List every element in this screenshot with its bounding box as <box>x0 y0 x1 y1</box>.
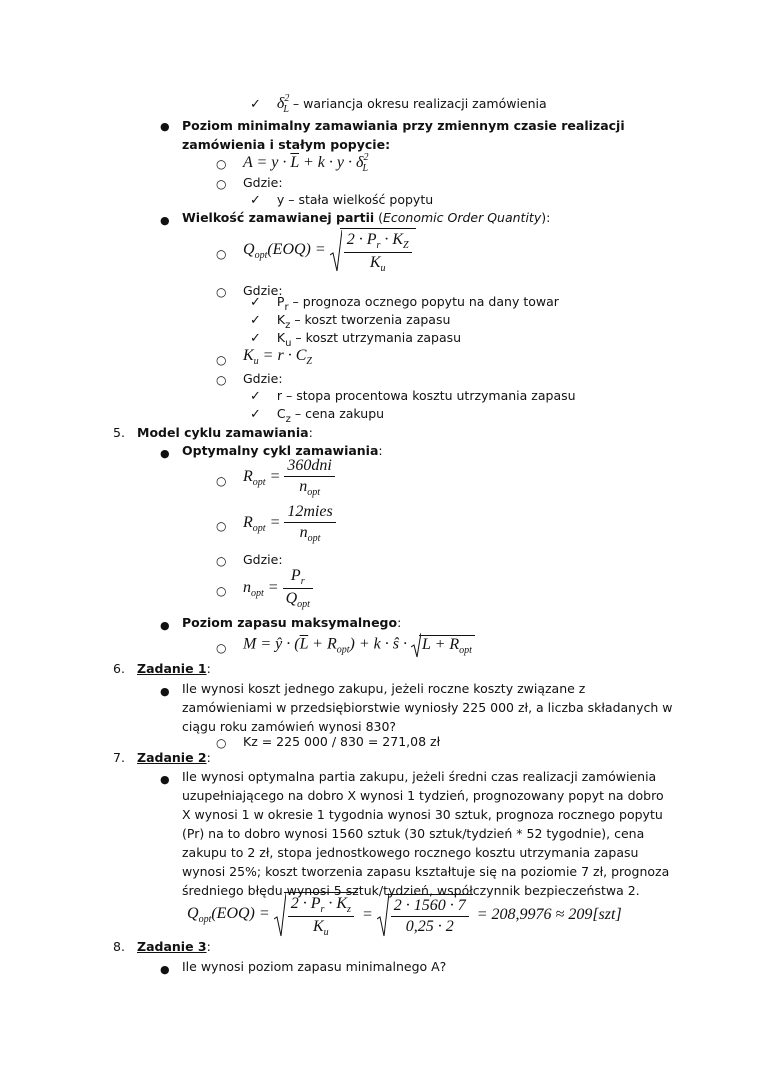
section-6-title: Zadanie 1: <box>137 661 211 676</box>
where-label: Gdzie: <box>243 552 283 567</box>
cz-symbol: $C_z$ <box>276 406 291 425</box>
circle-bullet-icon: ○ <box>216 177 227 191</box>
cz-item <box>250 406 384 425</box>
circle-bullet-icon: ○ <box>216 641 227 655</box>
kz-item <box>250 312 450 331</box>
delta-symbol: $\delta^2_L$ <box>276 93 290 115</box>
r-item <box>250 388 576 404</box>
bullet-icon: ● <box>160 963 170 976</box>
task-2-question: Ile wynosi optymalna partia zakupu, jeżeli średni czas realizacji zamówienia uzupełniającego na dobro X wynosi 1 tydzień, prognozowany popyt na dobro X wynosi 1 w okresie 1 tygodnia wynosi 30 sztuk, prognoza rocznego popytu (Pr) na to dobro wynosi 1560 sztuk (30 sztuk/tydzień * 52 tygodnie), cena zakupu to 2 zł, stopa jednostkowego rocznego kosztu utrzymania zapasu wynosi 25%; koszt tworzenia zapasu kształtuje się na poziomie 7 zł, prognoza średniego błędu wynosi 5 sztuk/tydzień, współczynnik bezpieczeństwa 2. <box>182 769 670 898</box>
circle-bullet-icon: ○ <box>216 157 227 171</box>
bullet-icon: ● <box>160 214 170 227</box>
variance-definition: – wariancja okresu realizacji zamówienia <box>292 96 547 111</box>
max-level-title: Poziom zapasu maksymalnego: <box>182 615 402 630</box>
y-definition: y – stała wielkość popytu <box>276 192 434 207</box>
section-8-title: Zadanie 3: <box>137 939 211 954</box>
task-1-question: Ile wynosi koszt jednego zakupu, jeżeli roczne koszty związane z zamówieniami w przedsiębiorstwie wyniosły 225 000 zł, a liczba składanych w ciągu roku zamówień wynosi 830? <box>182 681 673 734</box>
circle-bullet-icon: ○ <box>216 519 227 533</box>
circle-bullet-icon: ○ <box>216 373 227 387</box>
formula-min-level: $A = y \cdot \overline{L} + k \cdot y \cdot \delta^2_L$ <box>243 152 369 174</box>
circle-bullet-icon: ○ <box>216 554 227 568</box>
formula-r-opt-months: $R_{opt}$ = $\frac{\text{12mies}}{n_{opt}}$ <box>243 503 336 544</box>
calc-denominator: 0,25 · 2 <box>405 918 454 935</box>
r-definition: r – stopa procentowa kosztu utrzymania zapasu <box>276 388 576 403</box>
y-item <box>250 192 433 208</box>
where-label: Gdzie: <box>243 175 283 190</box>
min-level-title: Poziom minimalny zamawiania przy zmiennym czasie realizacji zamówienia i stałym popycie: <box>182 118 625 152</box>
circle-bullet-icon: ○ <box>216 736 227 750</box>
formula-max-level: M = ŷ · $(\overline{L} + R_{opt}) + k$ · ŝ · $\overline{L} + R_{opt}$ <box>243 632 475 658</box>
bullet-icon: ● <box>160 447 170 460</box>
kz-symbol: $K_z$ <box>276 312 291 331</box>
check-icon: ✓ <box>250 331 261 346</box>
bullet-icon: ● <box>160 619 170 632</box>
variance-item <box>250 93 547 115</box>
task-3-question: Ile wynosi poziom zapasu minimalnego A? <box>182 959 447 974</box>
check-icon: ✓ <box>250 295 261 310</box>
check-icon: ✓ <box>250 313 261 328</box>
where-label: Gdzie: <box>243 371 283 386</box>
circle-bullet-icon: ○ <box>216 285 227 299</box>
check-icon: ✓ <box>250 97 261 112</box>
kz-definition: – koszt tworzenia zapasu <box>294 312 451 327</box>
section-7-title: Zadanie 2: <box>137 750 211 765</box>
check-icon: ✓ <box>250 407 261 422</box>
calc-numerator: 2 · 1560 · 7 <box>391 897 469 917</box>
formula-eoq: $Q_{opt}(EOQ)$ = $\frac{2 \cdot P_r \cdot K_Z}{K_u}$ <box>243 228 416 274</box>
bullet-icon: ● <box>160 120 170 133</box>
num-days: 360dni <box>284 457 334 477</box>
task-2-calculation: $Q_{opt}(EOQ)$ = $\frac{2 \cdot P_r \cdot K_z}{K_u}$ = $\frac{2 \cdot 1560 \cdot 7}{0,25 \cdot 2}$ = 208,9976 ≈ 209[szt] <box>187 892 622 938</box>
calc-result: = 208,9976 ≈ 209[szt] <box>476 906 622 923</box>
bullet-icon: ● <box>160 685 170 698</box>
formula-ku: $K_u = r \cdot C_Z$ <box>243 347 312 367</box>
check-icon: ✓ <box>250 193 261 208</box>
section-6-number: 6. <box>113 661 125 676</box>
num-months: 12mies <box>284 503 335 523</box>
formula-n-opt: $n_{opt}$ = $\frac{P_r}{Q_{opt}}$ <box>243 567 313 610</box>
ku-definition: – koszt utrzymania zapasu <box>295 330 462 345</box>
circle-bullet-icon: ○ <box>216 247 227 261</box>
pr-symbol: $P_r$ <box>276 294 289 313</box>
section-7-number: 7. <box>113 750 125 765</box>
task-1-answer: Kz = 225 000 / 830 = 271,08 zł <box>243 734 441 749</box>
opt-cycle-title: Optymalny cykl zamawiania: <box>182 443 383 458</box>
formula-r-opt-days: $R_{opt}$ = $\frac{\text{360dni}}{n_{opt}}$ <box>243 457 335 498</box>
circle-bullet-icon: ○ <box>216 474 227 488</box>
circle-bullet-icon: ○ <box>216 584 227 598</box>
where-label: Gdzie: <box>243 283 283 298</box>
circle-bullet-icon: ○ <box>216 353 227 367</box>
pr-item <box>250 294 559 313</box>
section-5-number: 5. <box>113 425 125 440</box>
pr-definition: – prognoza ocznego popytu na dany towar <box>292 294 559 309</box>
check-icon: ✓ <box>250 389 261 404</box>
ku-symbol: $K_u$ <box>276 330 292 349</box>
section-8-number: 8. <box>113 939 125 954</box>
cz-definition: – cena zakupu <box>294 406 385 421</box>
section-5-title: Model cyklu zamawiania: <box>137 425 313 440</box>
eoq-title: Wielkość zamawianej partii (Economic Order Quantity): <box>182 210 551 225</box>
bullet-icon: ● <box>160 773 170 786</box>
